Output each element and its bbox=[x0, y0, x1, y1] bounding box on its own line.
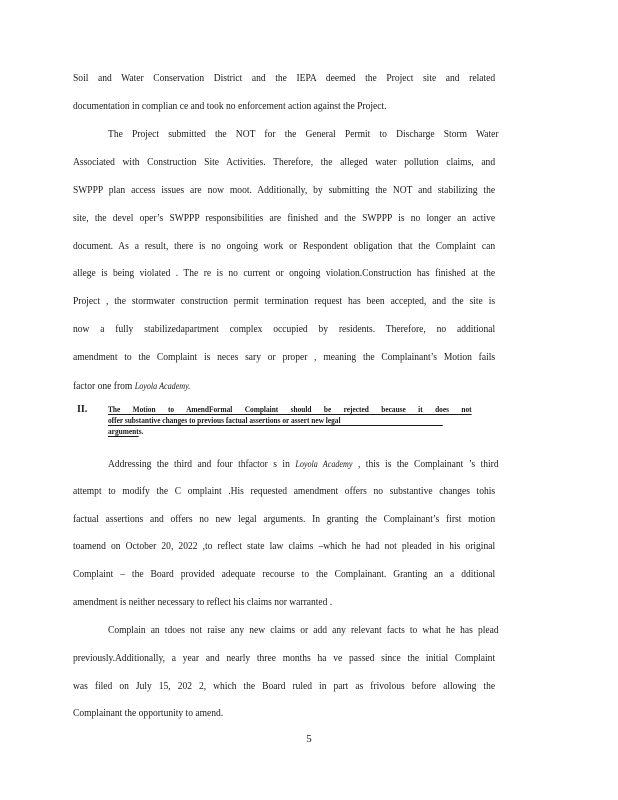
body-text-line: Associated with Construction Site Activities. Therefore, the alleged water pollution claims, and bbox=[73, 157, 496, 168]
case-citation: Loyola Academy bbox=[295, 459, 353, 469]
body-text-line: documentation in complian ce and took no enforcement action against the Project. bbox=[73, 101, 387, 112]
body-text-line: previously.Additionally, a year and nearly three months ha ve passed since the initial Complaint bbox=[73, 653, 496, 664]
case-citation: Loyola Academy. bbox=[134, 381, 191, 391]
body-text-line: SWPPP plan access issues are now moot. Additionally, by submitting the NOT and stabilizing the bbox=[73, 185, 496, 196]
page-number: 5 bbox=[306, 733, 312, 745]
body-text-line: allege is being violated . The re is no current or ongoing violation.Construction has finished at the bbox=[73, 268, 496, 279]
section-heading-line: offer substantive changes to previous factual assertions or assert new legal bbox=[108, 415, 443, 426]
body-text: , this is the Complainant ’s third bbox=[352, 459, 499, 470]
body-text-line: toamend on October 20, 2022 ,to reflect state law claims –which he had not pleaded in his original bbox=[73, 541, 496, 552]
body-text-line: Complaint – the Board provided adequate recourse to the Complainant. Granting an a dditional bbox=[73, 569, 496, 580]
body-text-line: The Project submitted the NOT for the General Permit to Discharge Storm Water bbox=[108, 129, 499, 140]
body-text-line: amendment to the Complaint is neces sary or proper , meaning the Complainant’s Motion fails bbox=[73, 352, 496, 363]
body-text-line: amendment is neither necessary to reflect his claims nor warranted . bbox=[73, 597, 333, 608]
body-text-line: Complain an tdoes not raise any new claims or add any relevant facts to what he has plead bbox=[108, 625, 499, 636]
body-text-line bbox=[73, 380, 495, 392]
section-heading-line: arguments. bbox=[108, 427, 144, 436]
body-text-line: factual assertions and offers no new legal arguments. In granting the Complainant’s first motion bbox=[73, 514, 496, 525]
body-text: Addressing the third and four thfactor s in bbox=[108, 459, 296, 470]
section-heading-line: The Motion to AmendFormal Complaint should be rejected because it does not bbox=[108, 405, 472, 414]
body-text: factor one from bbox=[73, 381, 135, 392]
body-text-line: site, the devel oper’s SWPPP responsibilities are finished and the SWPPP is no longer an active bbox=[73, 213, 496, 224]
body-text-line: attempt to modify the C omplaint .His requested amendment offers no substantive changes tohis bbox=[73, 486, 496, 497]
body-text-line: Complainant the opportunity to amend. bbox=[73, 708, 224, 719]
body-text-line: Project , the stormwater construction permit termination request has been accepted, and the site is bbox=[73, 296, 496, 307]
body-text-line bbox=[108, 458, 499, 470]
section-heading bbox=[108, 404, 512, 437]
body-text-line: was filed on July 15, 202 2, which the Board ruled in part as frivolous before allowing the bbox=[73, 681, 496, 692]
body-text-line: now a fully stabilizedapartment complex occupied by residents. Therefore, no additional bbox=[73, 324, 496, 335]
body-text-line: Soil and Water Conservation District and the IEPA deemed the Project site and related bbox=[73, 73, 496, 84]
section-number: II. bbox=[77, 404, 88, 415]
body-text-line: document. As a result, there is no ongoing work or Respondent obligation that the Complaint can bbox=[73, 241, 496, 252]
